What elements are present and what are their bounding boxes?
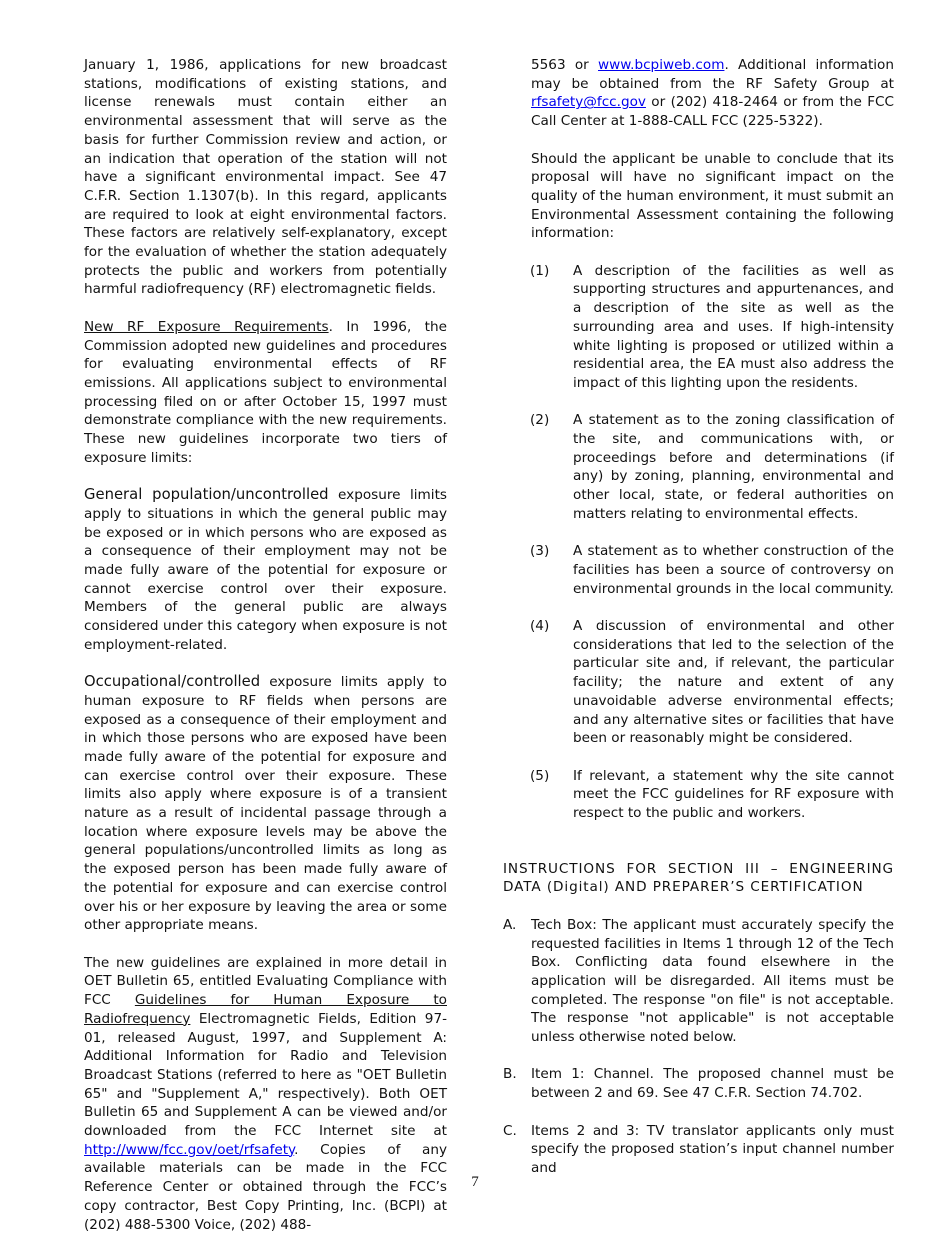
item-number: (5) — [530, 767, 550, 784]
term-occupational: Occupational/controlled — [84, 673, 261, 691]
instruction-letter: C. — [503, 1122, 517, 1139]
paragraph-text: exposure limits apply to human exposure to RF fields when persons are exposed as a consequence of their employment and in which those persons who are exposed have been made fully aware of the potential for exposure and can exercise control over their exposure. These limits also apply where exposure is of a transient nature as a result of incidental passage through a location where exposure levels may be above the general populations/uncontrolled limits as long as the exposed person has been made fully aware of the potential for exposure and can exercise control over his or her exposure by leaving the area or some other appropriate means. — [84, 674, 447, 934]
page-number: 7 — [471, 1174, 479, 1190]
item-text: A description of the facilities as well as supporting structures and appurtenances, and a description of the site as well as the surrounding area and uses. If high-intensity white lighting is proposed or utilized within a residential area, the EA must also address the impact of this lighting upon the residents. — [573, 262, 894, 391]
item-text: If relevant, a statement why the site cannot meet the FCC guidelines for RF exposure with respect to the public and workers. — [573, 767, 894, 822]
term-general-population: General population/uncontrolled — [84, 486, 329, 504]
underlined-title: Guidelines for Human Exposure to Radiofrequency — [84, 992, 447, 1027]
paragraph-continuation — [503, 56, 894, 131]
list-item — [503, 262, 894, 393]
paragraph-text: . In 1996, the Commission adopted new guidelines and procedures for evaluating environmental effects of RF emissions. All applications subject to environmental processing filed on or after October 15, 1997 must demonstrate compliance with the new requirements. These new guidelines incorporate two tiers of exposure limits: — [84, 318, 447, 466]
instruction-text: Item 1: Channel. The proposed channel must be between 2 and 69. See 47 C.F.R. Section 74.702. — [531, 1066, 894, 1102]
item-text: A statement as to whether construction of the facilities has been a source of controversy on environmental grounds in the local community. — [573, 543, 894, 597]
instruction-text: Items 2 and 3: TV translator applicants only must specify the proposed station’s input channel number and — [531, 1122, 894, 1176]
item-number: (2) — [530, 412, 550, 429]
instruction-item — [503, 1065, 894, 1102]
paragraph-general-population — [84, 486, 447, 654]
item-number: (3) — [530, 543, 550, 560]
item-text: A statement as to the zoning classification of the site, and communications with, or proceedings before and determinations (if any) by zoning, planning, environmental and other local, state, or federal authorities on matters relating to environmental effects. — [573, 412, 894, 522]
list-item — [503, 617, 894, 748]
paragraph-text: 5563 or — [531, 57, 599, 73]
right-column — [503, 56, 894, 1196]
paragraph-ea-intro: Should the applicant be unable to conclude that its proposal will have no significant impact on the quality of the human environment, it must submit an Environmental Assessment containing the following information: — [531, 150, 894, 242]
paragraph-text: The new guidelines are explained in more detail in OET Bulletin 65, entitled Evaluating Compliance with FCC — [84, 954, 447, 1009]
instruction-letter: B. — [503, 1066, 517, 1083]
instruction-text: Tech Box: The applicant must accurately specify the requested facilities in Items 1 through 12 of the Tech Box. Conflicting data found elsewhere in the application will be disregarded. All items must be completed. The response "on file" is not acceptable. The response "not applicable" is not acceptable unless otherwise noted below. — [531, 916, 894, 1046]
bcpiweb-link[interactable]: www.bcpiweb.com — [598, 57, 725, 73]
paragraph-oet-bulletin — [84, 954, 447, 1235]
rfsafety-url-link[interactable]: http://www/fcc.gov/oet/rfsafety — [84, 1141, 295, 1158]
paragraph-text: Electromagnetic Fields, Edition 97-01, released August, 1997, and Supplement A: Additional Information for Radio and Television Broadcast Stations (referred to here as "OET Bulletin 65" and "Supplement A," respectively). Both OET Bulletin 65 and Supplement A can be viewed and/or downloaded from the FCC Internet site at — [84, 1010, 447, 1140]
list-item — [503, 411, 894, 523]
rfsafety-email-link[interactable]: rfsafety@fcc.gov — [531, 94, 646, 111]
list-item — [503, 542, 894, 598]
item-text: A discussion of environmental and other considerations that led to the selection of the particular site and, if relevant, the particular facility; the nature and extent of any unavoidable adverse environmental effects; and any alternative sites or facilities that have been or reasonably might be considered. — [573, 618, 894, 747]
instruction-item — [503, 916, 894, 1047]
section-heading: INSTRUCTIONS FOR SECTION III – ENGINEERING DATA (Digital) AND PREPARER’S CERTIFICATION — [503, 860, 894, 896]
paragraph-text: or (202) 418-2464 or from the FCC Call Center at 1-888-CALL FCC (225-5322). — [531, 94, 894, 130]
item-number: (4) — [530, 618, 550, 635]
paragraph-text: exposure limits apply to situations in which the general public may be exposed or in which persons who are exposed as a consequence of their employment may not be made fully aware of the potential for exposure or cannot exercise control over their exposure. Members of the general public are always considered under this category when exposure is not employment-related. — [84, 487, 447, 653]
left-column — [84, 56, 447, 1253]
instruction-item — [503, 1122, 894, 1178]
section-title-new-rf: New RF Exposure Requirements — [84, 318, 329, 335]
paragraph-occupational — [84, 673, 447, 935]
list-item — [503, 767, 894, 823]
paragraph-environmental-assessment: January 1, 1986, applications for new broadcast stations, modifications of existing stations, and license renewals must contain either an environmental assessment that will serve as the basis for further Commission review and action, or an indication that operation of the station will not have a significant environmental impact. See 47 C.F.R. Section 1.1307(b). In this regard, applicants are required to look at eight environmental factors. These factors are relatively self-explanatory, except for the evaluation of whether the station adequately protects the public and workers from potentially harmful radiofrequency (RF) electromagnetic fields. — [84, 57, 447, 298]
item-number: (1) — [530, 262, 550, 279]
paragraph-text: . Additional information may be obtained from the RF Safety Group at — [531, 57, 894, 92]
paragraph-text: . Copies of any available materials can be made in the FCC Reference Center or obtained through the FCC’s copy contractor, Best Copy Printing, Inc. (BCPI) at (202) 488-5300 Voice, (202) 488- — [84, 1141, 447, 1233]
instruction-letter: A. — [503, 916, 517, 933]
paragraph-new-rf-requirements — [84, 318, 447, 468]
